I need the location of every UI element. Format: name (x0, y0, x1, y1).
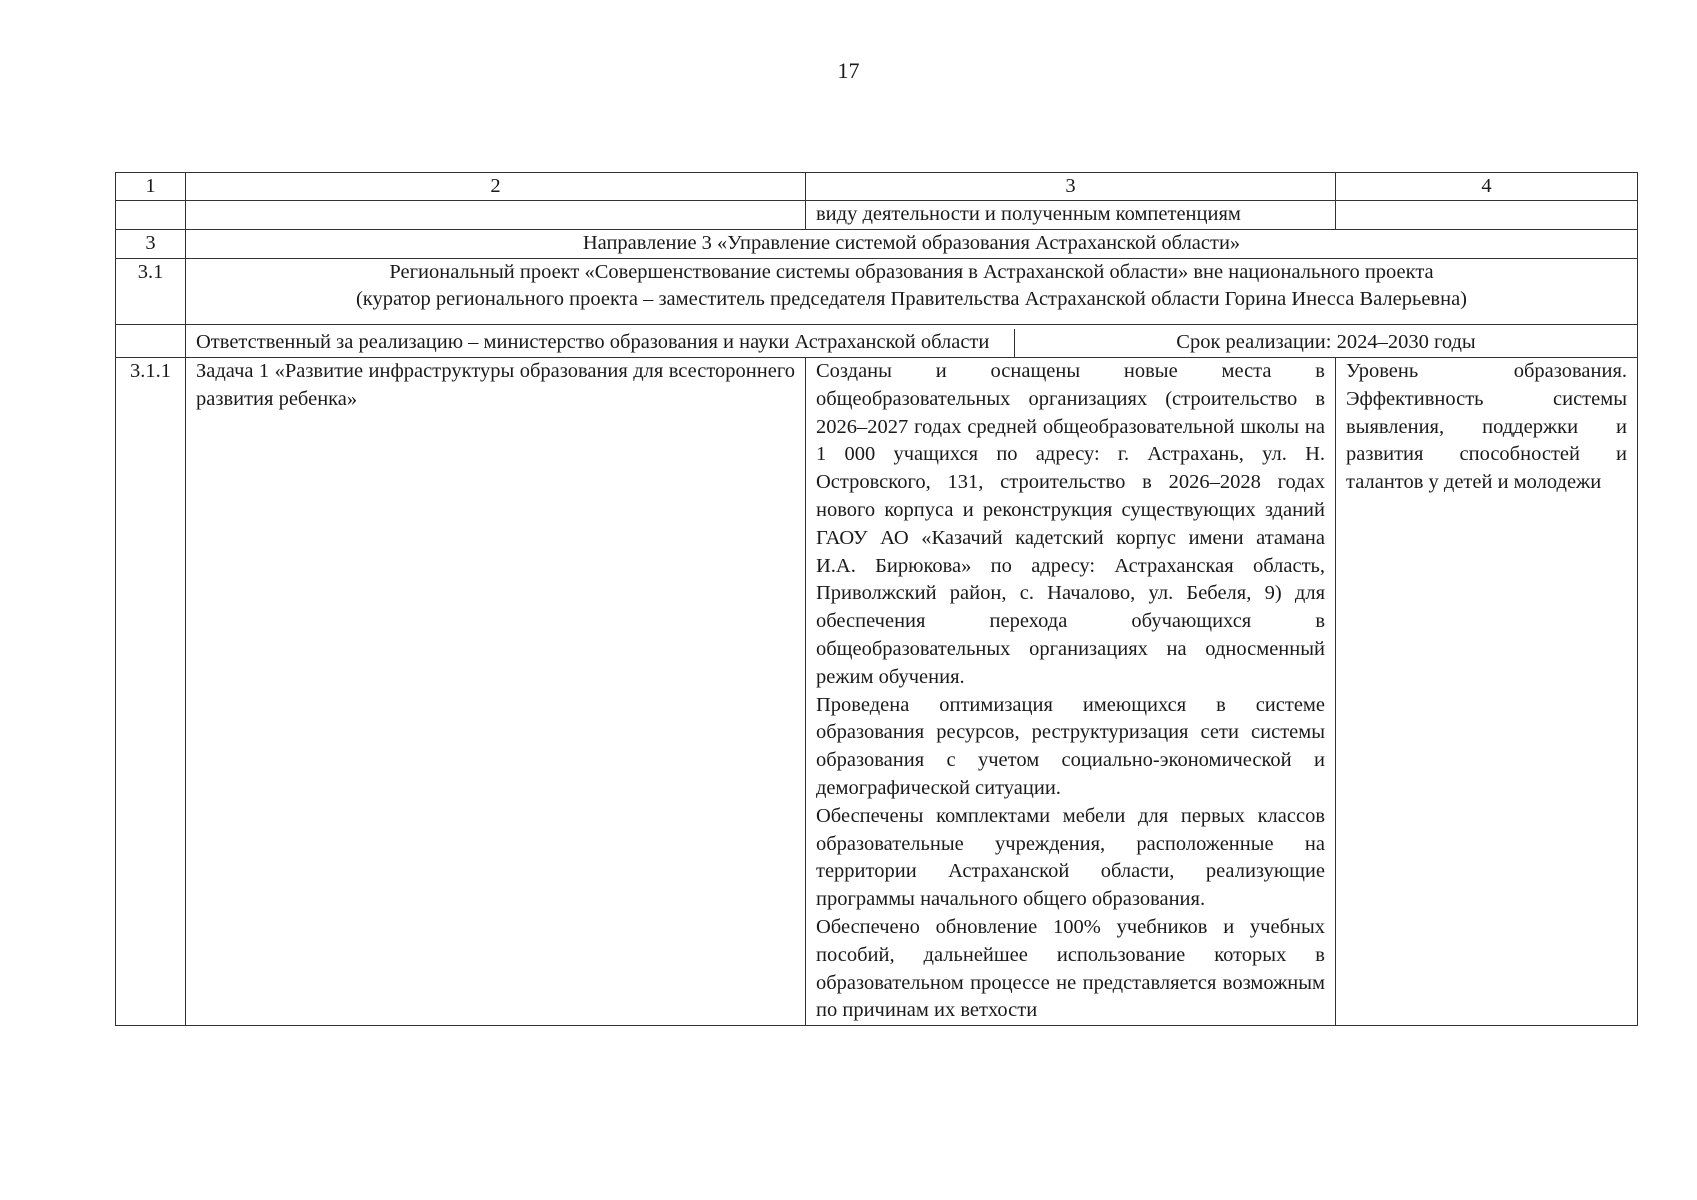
header-col-1: 1 (116, 173, 186, 201)
page-number: 17 (837, 58, 860, 83)
table-header-row (116, 173, 1638, 201)
task-title: Задача 1 «Развитие инфраструктуры образования для всестороннего развития ребенка» (186, 357, 806, 1025)
header-col-2: 2 (186, 173, 806, 201)
project-title: Региональный проект «Совершенствование системы образования в Астраханской области» вне национального проекта (389, 260, 1434, 283)
result-paragraph: Созданы и оснащены новые места в общеобразовательных организациях (строительство в 2026–2027 годах средней общеобразовательной школы на 1 000 учащихся по адресу: г. Астрахань, ул. Н. Островского, 131, строительство в 2026–2028 годах нового корпуса и реконструкция существующих зданий ГАОУ АО «Казачий кадетский корпус имени атамана И.А. Бирюкова» по адресу: Астраханская область, Приволжский район, с. Началово, ул. Бебеля, 9) для обеспечения перехода обучающихся в общеобразовательных организациях на односменный режим обучения. (816, 359, 1325, 688)
responsible-body: Ответственный за реализацию – министерство образования и науки Астраханской области (186, 329, 1015, 357)
continuation-indicator-cell (1336, 201, 1638, 230)
responsible-row (116, 325, 1638, 358)
direction-row (116, 229, 1638, 258)
project-title-cell (186, 258, 1638, 325)
task-row (116, 357, 1638, 1025)
project-curator: (куратор регионального проекта – заместитель председателя Правительства Астраханской области Горина Инесса Валерьевна) (355, 288, 1468, 311)
result-paragraph: Обеспечено обновление 100% учебников и учебных пособий, дальнейшее использование которых в образовательном процессе не представляется возможным по причинам их ветхости (816, 915, 1325, 1022)
direction-title: Направление 3 «Управление системой образования Астраханской области» (186, 229, 1638, 258)
task-results-cell (806, 357, 1336, 1025)
responsible-num-cell (116, 325, 186, 358)
continuation-row (116, 201, 1638, 230)
project-number: 3.1 (116, 258, 186, 325)
continuation-task-cell (186, 201, 806, 230)
task-number: 3.1.1 (116, 357, 186, 1025)
project-row (116, 258, 1638, 325)
implementation-term: Срок реализации: 2024–2030 годы (1176, 331, 1476, 354)
result-paragraph: Обеспечены комплектами мебели для первых классов образовательные учреждения, расположенные на территории Астраханской области, реализующие программы начального общего образования. (816, 804, 1325, 911)
direction-number: 3 (116, 229, 186, 258)
responsible-cell (186, 325, 1638, 358)
task-indicator: Уровень образования. Эффективность системы выявления, поддержки и развития способностей и талантов у детей и молодежи (1336, 357, 1638, 1025)
continuation-num-cell (116, 201, 186, 230)
header-col-3: 3 (806, 173, 1336, 201)
continuation-result-cell: виду деятельности и полученным компетенциям (806, 201, 1336, 230)
result-paragraph: Проведена оптимизация имеющихся в системе образования ресурсов, реструктуризация сети системы образования с учетом социально-экономической и демографической ситуации. (816, 693, 1325, 799)
header-col-4: 4 (1336, 173, 1638, 201)
program-table (115, 172, 1638, 1026)
